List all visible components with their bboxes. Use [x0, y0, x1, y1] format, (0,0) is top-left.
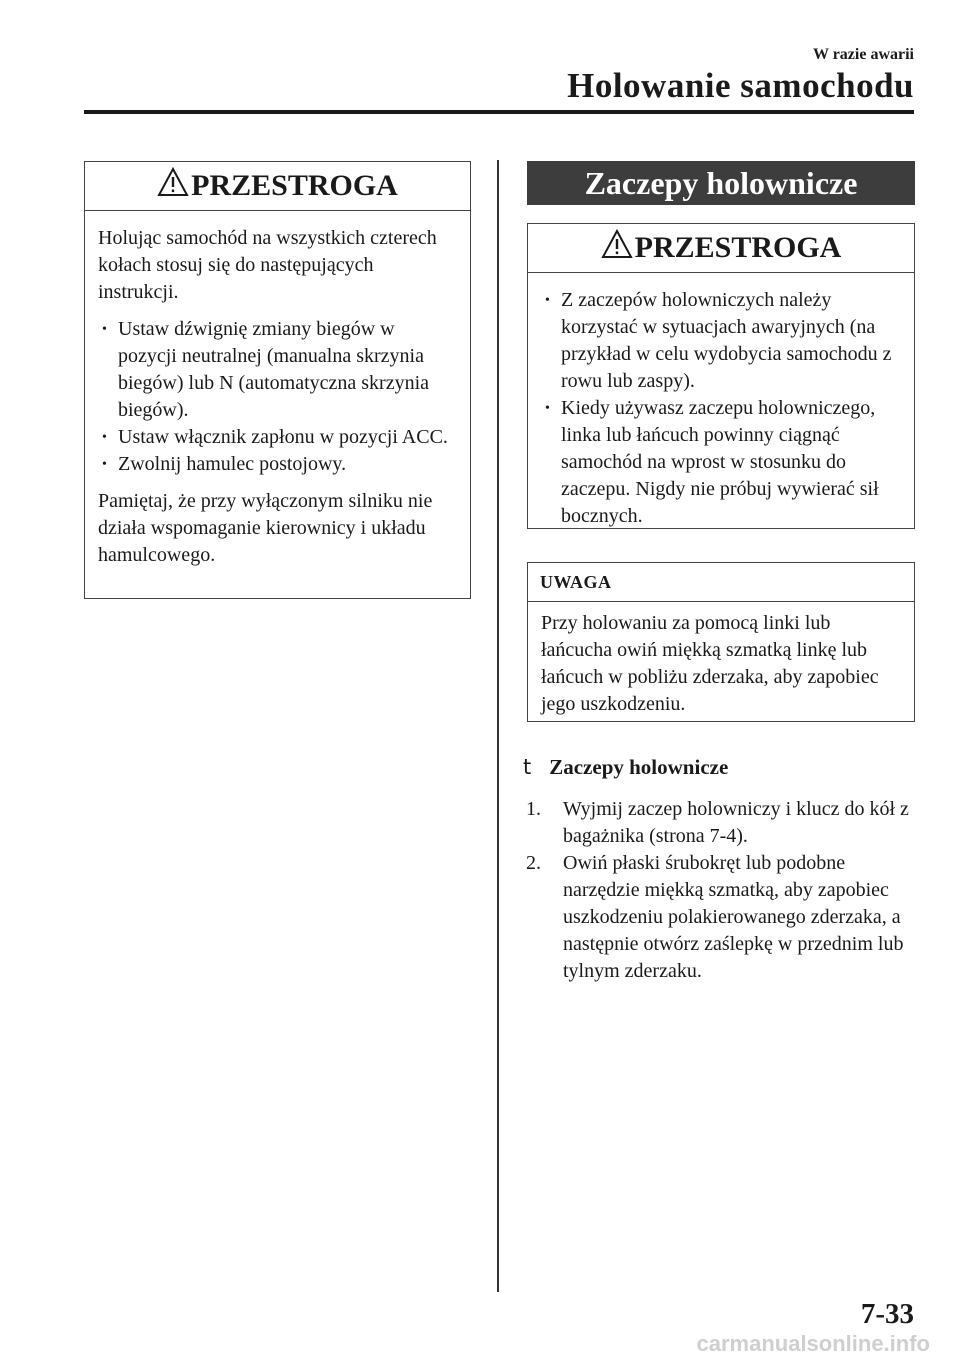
caution-header [528, 224, 914, 273]
subsection-marker: t [523, 755, 532, 779]
warning-icon [601, 229, 633, 259]
page-number: 7-33 [860, 1298, 914, 1330]
step-number: 1. [526, 798, 541, 820]
step-text: Wyjmij zaczep holowniczy i klucz do kół z bagażnika (strona 7-4). [563, 798, 909, 847]
caution-header [85, 162, 470, 211]
page-title: Holowanie samochodu [567, 66, 914, 105]
caution-title: PRZESTROGA [634, 231, 842, 264]
caution-outro: Pamiętaj, że przy wyłączonym silniku nie działa wspomaganie kierownicy i układu hamulcowego. [98, 490, 433, 566]
caution-intro: Holując samochód na wszystkich czterech kołach stosuj się do następujących instrukcji. [98, 227, 437, 303]
header-rule [84, 110, 914, 114]
note-box [527, 562, 915, 722]
caution-bullet: • Kiedy używasz zaczepu holowniczego, linka lub łańcuch powinny ciągnąć samochód na wprost w stosunku do zaczepu. Nigdy nie próbuj wywierać sił bocznych. [541, 395, 902, 530]
column-divider [497, 160, 499, 1292]
right-caution-box [527, 223, 915, 529]
caution-bullet: • Zwolnij hamulec postojowy. [98, 451, 458, 478]
note-body [528, 602, 914, 718]
watermark: carmanualsonline.info [696, 1331, 930, 1356]
subsection-title: Zaczepy holownicze [549, 755, 729, 779]
caution-bullet-list [98, 316, 458, 478]
caution-bullet: • Ustaw włącznik zapłonu w pozycji ACC. [98, 424, 458, 451]
step-item [523, 850, 918, 985]
caution-body [85, 211, 470, 569]
caution-bullet: • Z zaczepów holowniczych należy korzystać w sytuacjach awaryjnych (na przykład w celu wydobycia samochodu z rowu lub zaspy). [541, 287, 902, 395]
step-text: Owiń płaski śrubokręt lub podobne narzędzie miękką szmatką, aby zapobiec uszkodzeniu polakierowanego zderzaka, a następnie otwórz zaślepkę w przednim lub tylnym zderzaku. [563, 852, 904, 982]
section-banner: Zaczepy holownicze [527, 161, 915, 205]
header-section: W razie awarii [812, 46, 914, 63]
step-number: 2. [526, 852, 541, 874]
warning-icon [157, 167, 189, 197]
note-text: Przy holowaniu za pomocą linki lub łańcucha owiń miękką szmatką linkę lub łańcuch w pobliżu zderzaka, aby zapobiec jego uszkodzeniu. [541, 612, 879, 715]
caution-bullet-list [541, 287, 902, 530]
caution-body [528, 273, 914, 530]
caution-bullet: • Ustaw dźwignię zmiany biegów w pozycji neutralnej (manualna skrzynia biegów) lub N (automatyczna skrzynia biegów). [98, 316, 458, 424]
steps-list [523, 796, 918, 985]
subsection-heading [523, 755, 728, 780]
caution-title: PRZESTROGA [191, 169, 398, 202]
note-header: UWAGA [528, 563, 914, 602]
left-caution-box [84, 161, 471, 599]
step-item [523, 796, 918, 850]
